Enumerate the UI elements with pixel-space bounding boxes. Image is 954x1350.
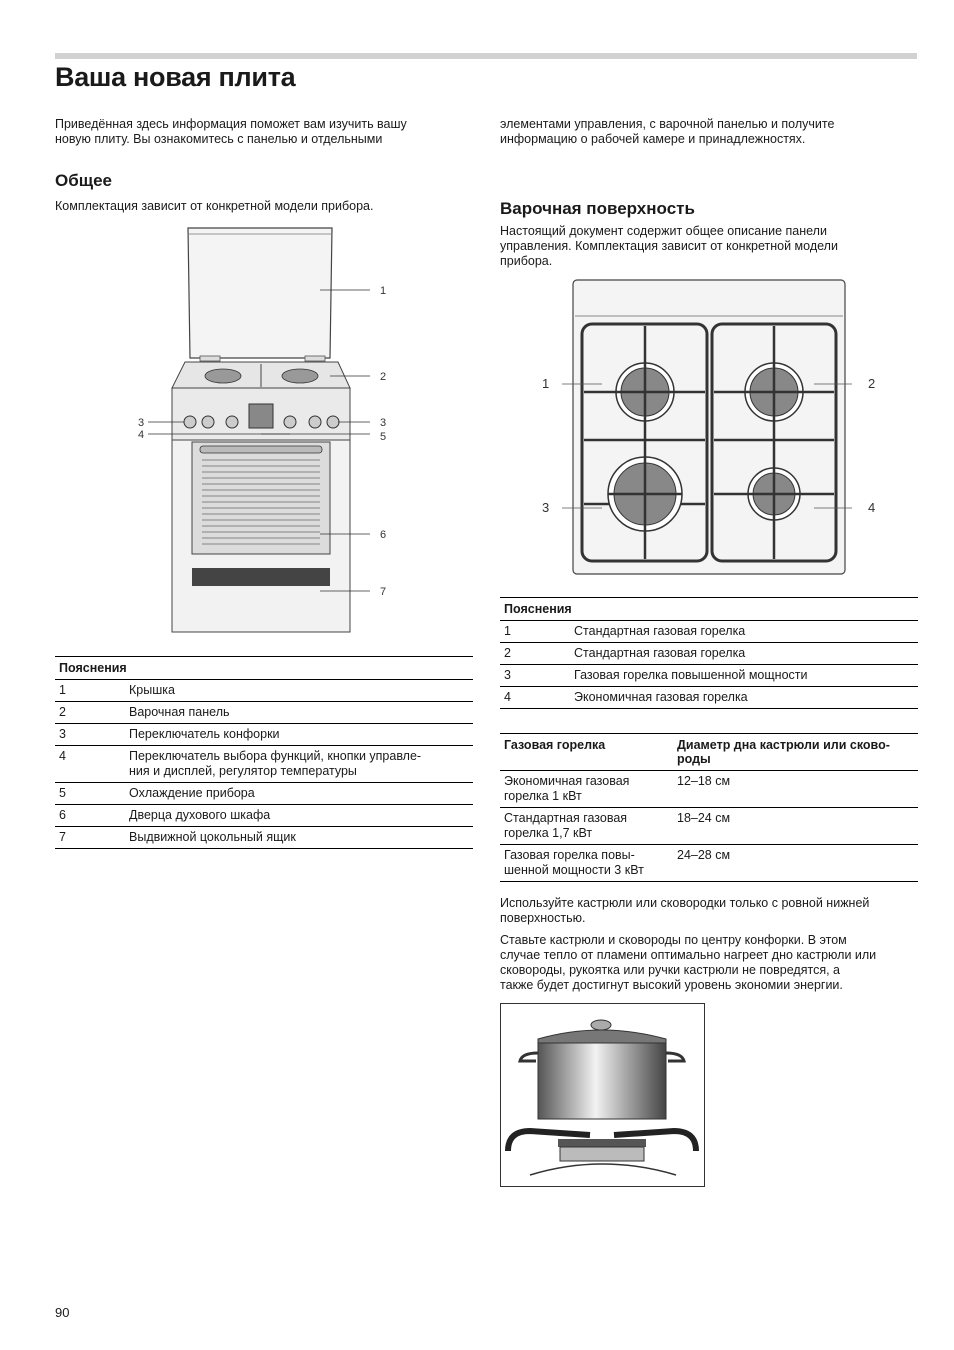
table-row: 5 Охлаждение прибора (55, 783, 473, 805)
burner-col-header: Газовая горелка (500, 734, 673, 771)
general-legend-title: Пояснения (55, 657, 473, 680)
hob-callout-4: 4 (868, 500, 876, 515)
lid-shape (188, 228, 332, 358)
callout-7: 7 (380, 586, 387, 598)
hob-heading: Варочная поверхность (500, 199, 695, 218)
callout-3-right: 3 (380, 417, 387, 429)
table-row: 1 Крышка (55, 680, 473, 702)
table-row: 4 Переключатель выбора функций, кнопки управле- ния и дисплей, регулятор температуры (55, 746, 473, 783)
callout-2: 2 (380, 371, 387, 383)
table-row: Экономичная газовая горелка 1 кВт 12–18 см (500, 771, 918, 808)
callout-6: 6 (380, 529, 387, 541)
general-legend-table (55, 656, 473, 849)
table-row: 1 Стандартная газовая горелка (500, 621, 918, 643)
page-title: Ваша новая плита (55, 62, 296, 92)
intro-right-text: элементами управления, с варочной панелью и получите информацию о рабочей камере и принадлежностях. (500, 117, 835, 146)
table-row: 3 Газовая горелка повышенной мощности (500, 665, 918, 687)
intro-left-text: Приведённая здесь информация поможет вам изучить вашу новую плиту. Вы ознакомитесь с панелью и отдельными (55, 117, 407, 146)
table-row: Газовая горелка повы- шенной мощности 3 кВт 24–28 см (500, 845, 918, 882)
hob-callout-2: 2 (868, 376, 876, 391)
hob-legend-title: Пояснения (500, 598, 918, 621)
page-number: 90 (55, 1305, 70, 1320)
drawer-shape (192, 568, 330, 586)
hob-callout-1: 1 (542, 376, 550, 391)
table-row: 6 Дверца духового шкафа (55, 805, 473, 827)
hob-text: Настоящий документ содержит общее описание панели управления. Комплектация зависит от конкретной модели прибора. (500, 224, 838, 268)
table-row: 7 Выдвижной цокольный ящик (55, 827, 473, 849)
table-row: 2 Варочная панель (55, 702, 473, 724)
callout-4: 4 (138, 429, 145, 441)
note-flat-bottom: Используйте кастрюли или сковородки только с ровной нижней поверхностью. (500, 896, 870, 925)
table-row: 4 Экономичная газовая горелка (500, 687, 918, 709)
hob-illustration (530, 278, 890, 578)
table-row: 3 Переключатель конфорки (55, 724, 473, 746)
oven-door-shape (192, 442, 330, 554)
hob-legend-table (500, 597, 918, 709)
hob-callout-3: 3 (542, 500, 550, 515)
burner-table (500, 733, 918, 882)
table-row: Стандартная газовая горелка 1,7 кВт 18–24 см (500, 808, 918, 845)
general-heading: Общее (55, 171, 112, 190)
callout-3-left: 3 (138, 417, 145, 429)
pot-on-burner-illustration (500, 1003, 705, 1187)
general-text: Комплектация зависит от конкретной модели прибора. (55, 199, 374, 213)
callout-1: 1 (380, 285, 387, 297)
diameter-col-header: Диаметр дна кастрюли или сково- роды (673, 734, 918, 771)
note-center-pan: Ставьте кастрюли и сковороды по центру конфорки. В этом случае тепло от пламени оптимально нагреет дно кастрюли или сковороды, рукоятка или ручки кастрюли не повредятся, а также будет достигнут высокий уровень экономии энергии. (500, 933, 877, 992)
callout-5: 5 (380, 431, 387, 443)
top-rule (55, 53, 917, 59)
cooker-illustration (130, 220, 400, 635)
table-row: 2 Стандартная газовая горелка (500, 643, 918, 665)
